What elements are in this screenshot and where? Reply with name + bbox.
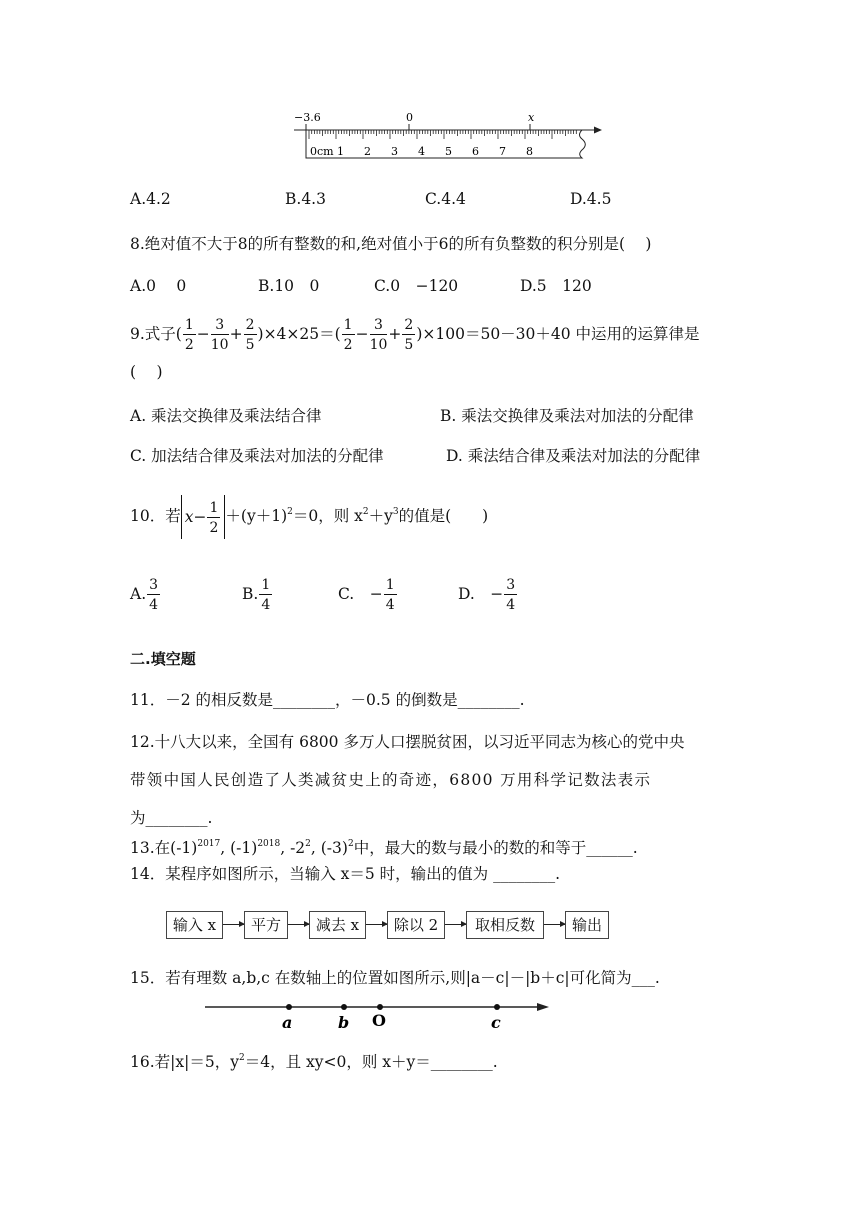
arrow-right-icon: [544, 924, 565, 925]
ruler-scale-label: 1: [337, 145, 344, 158]
ruler-scale-label: 5: [445, 145, 452, 158]
ruler-scale-label: 7: [499, 145, 506, 158]
q9-prefix: 9.式子(: [130, 325, 182, 343]
q10-stem: 10．若 x− $\frac{1}{2}$ $+(y+1)^2=0$，则 $x^2+y^3$的值是( ): [130, 490, 488, 539]
ruler-scale-label: 3: [391, 145, 398, 158]
q7-option-b: B.4.3: [285, 190, 326, 208]
ruler-scale-label: 0cm: [310, 145, 334, 158]
q9-answer-paren: ( ): [130, 363, 163, 381]
point-label: c: [491, 1013, 501, 1030]
ruler-figure: [290, 108, 602, 164]
q8-option-b: B.10 0: [258, 277, 320, 295]
q13-stem: 13.在$(-1)^{2017}$, $(-1)^{2018}$, $-2^2$, $(-3)^2$中，最大的数与最小的数的和等于______.: [130, 839, 638, 857]
q7-option-d: D.4.5: [570, 190, 612, 208]
number-line-svg: [205, 996, 550, 1030]
q10-option-c: C. − $\frac{1}{4}$: [338, 577, 395, 613]
q14-stem: 14．某程序如图所示，当输入 x＝5 时，输出的值为 ________.: [130, 865, 561, 883]
ruler-scale-label: 2: [364, 145, 371, 158]
q7-option-c: C.4.4: [425, 190, 466, 208]
ruler-top-label: x: [528, 111, 535, 124]
fraction: $\frac{2}{5}$: [404, 317, 414, 353]
q10-option-b: B. $\frac{1}{4}$: [242, 577, 271, 613]
ruler-svg: [290, 108, 602, 164]
ruler-top-label: 0: [406, 111, 413, 124]
q9-option-d: D. 乘法结合律及乘法对加法的分配律: [446, 447, 701, 465]
q16-stem: 16.若|x|＝5，$y^2=4$，且 xy<0，则 x＋y＝________.: [130, 1053, 498, 1071]
fraction: $\frac{1}{4}$: [385, 577, 395, 613]
q12-line1: 12.十八大以来，全国有 6800 多万人口摆脱贫困，以习近平同志为核心的党中央: [130, 733, 685, 751]
q11-stem: 11．－2 的相反数是________，－0.5 的倒数是________.: [130, 691, 525, 709]
fraction: $\frac{3}{4}$: [149, 577, 159, 613]
point-label: a: [282, 1013, 293, 1030]
section-heading: 二.填空题: [130, 650, 196, 668]
q8-stem: 8.绝对值不大于8的所有整数的和,绝对值小于6的所有负整数的积分别是( ): [130, 235, 652, 253]
arrow-right-icon: [288, 924, 309, 925]
fraction: $\frac{1}{4}$: [261, 577, 271, 613]
flow-step: 除以 2: [387, 911, 445, 939]
arrow-right-icon: [223, 924, 244, 925]
q9-option-c: C. 加法结合律及乘法对加法的分配律: [130, 447, 384, 465]
flow-step: 输出: [565, 911, 609, 939]
q12-line2: 带领中国人民创造了人类减贫史上的奇迹，6800 万用科学记数法表示: [130, 771, 652, 789]
number-line: [205, 996, 550, 1030]
flow-step: 输入 x: [166, 911, 223, 939]
q8-option-a: A.0 0: [130, 277, 187, 295]
arrow-right-icon: [445, 924, 466, 925]
point-label: b: [338, 1013, 350, 1030]
fraction: $\frac{3}{10}$: [369, 317, 388, 353]
ruler-scale-label: 4: [418, 145, 425, 158]
fraction: $\frac{1}{2}$: [184, 317, 194, 353]
q9-stem: 9.式子( $\frac{1}{2}$ − $\frac{3}{10}$ + $\frac{2}{5}$ )×4×25＝( $\frac{1}{2}$ − $\frac{3}{10}$ + $\frac{2}{5}$ )×100＝50－30＋40 中运用的运算律是: [130, 317, 700, 353]
flow-step: 平方: [244, 911, 288, 939]
fraction: $\frac{1}{2}$: [343, 317, 353, 353]
absolute-value: x− $\frac{1}{2}$: [181, 495, 226, 539]
flow-step: 减去 x: [309, 911, 366, 939]
q10-option-a: A. $\frac{3}{4}$: [130, 577, 159, 613]
ruler-scale-label: 6: [472, 145, 479, 158]
q8-option-c: C.0 −120: [374, 277, 459, 295]
q9-option-a: A. 乘法交换律及乘法结合律: [130, 407, 322, 425]
fraction: $\frac{1}{2}$: [209, 500, 219, 536]
fraction: $\frac{3}{4}$: [506, 577, 516, 613]
q7-option-a: A.4.2: [130, 190, 171, 208]
ruler-scale-label: 8: [526, 145, 533, 158]
q15-stem: 15．若有理数 a,b,c 在数轴上的位置如图所示,则|a－c|－|b＋c|可化简为___.: [130, 969, 660, 987]
arrow-right-icon: [366, 924, 387, 925]
q8-option-d: D.5 120: [520, 277, 592, 295]
q12-line3: 为________.: [130, 809, 213, 827]
q9-option-b: B. 乘法交换律及乘法对加法的分配律: [440, 407, 694, 425]
ruler-top-label: −3.6: [294, 111, 321, 124]
point-label: O: [372, 1011, 386, 1030]
fraction: $\frac{2}{5}$: [245, 317, 255, 353]
flowchart: [166, 911, 611, 939]
q10-option-d: D. − $\frac{3}{4}$: [458, 577, 516, 613]
flow-step: 取相反数: [466, 911, 544, 939]
fraction: $\frac{3}{10}$: [210, 317, 229, 353]
